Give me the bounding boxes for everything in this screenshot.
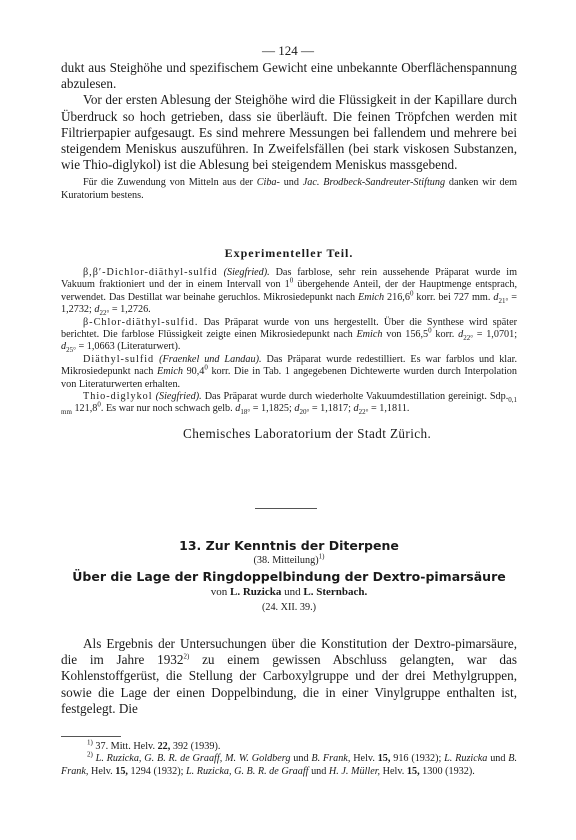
footnote-mark: 2) xyxy=(87,751,93,760)
compound-source: (Fraenkel und Landau). xyxy=(159,353,262,365)
density-temp: 25° xyxy=(66,346,76,355)
entry-text: übergehende Anteil, der der Hauptmenge entsprach, verwendet. Das Destillat war beinahe geruchlos. Mikrosiedepunkt nach xyxy=(61,279,518,303)
ack-und: und xyxy=(283,177,299,189)
entry-text: Das Präparat wurde durch wiederholte Vakuumdestillation gereinigt. Sdp. xyxy=(204,391,509,403)
footnote-text: 392 (1939). xyxy=(172,741,221,752)
entry-text: Das farblose, sehr rein aussehende Präparat wurde im Vakuum fraktioniert und der in einem Intervall von 1 xyxy=(61,267,518,291)
degree-mark: 0 xyxy=(409,289,414,298)
density-symbol: d xyxy=(353,403,359,415)
density-temp: 22° xyxy=(99,309,110,318)
article-date: (24. XII. 39.) xyxy=(261,602,317,613)
body-text: zu einem gewissen Abschluss gelangten, war das Kohlenstoffgerüst, die Stellung der Carboxylgruppe und der drei Methylgruppen, sowie die Lage der einen Doppelbindung, die in einer Vinylgruppe enthalten ist, festgelegt. Die xyxy=(61,652,517,716)
compound-name: Diäthyl-sulfid xyxy=(83,353,155,365)
footnote-journal: Helv. xyxy=(91,765,113,777)
entry-value: 216,6 xyxy=(387,291,410,303)
density-temp: 21° xyxy=(498,296,509,305)
degree-mark: 0 xyxy=(428,326,432,335)
author-ref: Emich xyxy=(356,329,383,341)
intro-section xyxy=(61,60,517,202)
mitteilung-text: (38. Mitteilung) xyxy=(253,555,319,566)
experimental-section xyxy=(61,246,517,442)
footnote-authors: L. Ruzicka, G. B. R. de Graaff xyxy=(185,765,309,777)
footnote-volume: 15, xyxy=(115,765,128,777)
entry-text: Es war nur noch schwach gelb. xyxy=(105,403,233,415)
intro-paragraph-1: dukt aus Steighöhe und spezifischem Gewicht eine unbekannte Oberflächenspannung abzulesen. xyxy=(61,60,517,92)
footnote-1 xyxy=(61,738,517,753)
ack-foundation: Jac. Brodbeck-Sandreuter-Stiftung xyxy=(302,177,446,189)
footnote-text: und xyxy=(293,753,309,765)
entry-text: korr. bei 727 mm. xyxy=(416,291,491,303)
density-value: = 1,1811. xyxy=(370,403,410,415)
and-text: und xyxy=(284,586,301,598)
footnote-ref: 1) xyxy=(318,552,325,561)
footnote-text: 916 (1932); xyxy=(393,753,442,765)
footnote-text: 1294 (1932); xyxy=(130,765,184,777)
density-symbol: d xyxy=(458,329,464,341)
author-ref: Emich xyxy=(156,366,183,378)
footnote-volume: 15, xyxy=(406,765,420,777)
entry-diaethyl xyxy=(61,354,517,391)
density-temp: 22° xyxy=(463,334,473,343)
author-name: L. Sternbach. xyxy=(303,586,368,598)
entry-text: Das Präparat wurde von uns hergestellt. Über die Synthese wird später berichtet. Die farblose Flüssigkeit zeigte einen Mikrosiedepunkt nach xyxy=(61,316,517,341)
pressure-sub: 0,1 mm xyxy=(61,396,518,417)
entry-text: korr. xyxy=(435,329,455,341)
footnote-mark: 1) xyxy=(87,738,93,747)
compound-name: β-Chlor-diäthyl-sulfid. xyxy=(83,316,199,328)
article-body xyxy=(61,636,517,717)
footnote-authors: L. Ruzicka xyxy=(444,753,488,765)
entry-value: 121,8 xyxy=(74,403,98,415)
degree-mark: 0 xyxy=(97,401,101,410)
density-value: = 1,0663 (Literaturwert). xyxy=(78,341,181,353)
footnote-journal: Helv. xyxy=(353,753,375,765)
entry-chlor xyxy=(61,317,517,354)
footnote-rule xyxy=(61,736,121,737)
intro-paragraph-2: Vor der ersten Ablesung der Steighöhe wird die Flüssigkeit in der Kapillare durch Überdruck so hoch getrieben, dass sie überläuft. Die feinen Tröpfchen werden mit Filtrierpapier aufgesaugt. Es sind mehrere Messungen bei fallendem und mehrere bei steigendem Meniskus auszuführen. In Zweifelsfällen (bei stark viskosen Substanzen, wie Thio-diglykol) ist die Ablesung bei steigendem Meniskus massgebend. xyxy=(61,92,517,173)
density-value: = 1,2726. xyxy=(111,304,151,316)
article-mitteilung xyxy=(61,554,517,568)
ack-ciba: Ciba- xyxy=(256,177,280,189)
body-paragraph xyxy=(61,636,517,717)
footnote-text: und xyxy=(490,753,506,765)
density-value: = 1,1825; xyxy=(252,403,292,415)
ack-thanks: danken wir dem Kuratorium bestens. xyxy=(61,177,518,201)
compound-source: (Siegfried). xyxy=(223,267,270,278)
footnote-authors: B. Frank, xyxy=(61,753,518,777)
entry-value: 90,4 xyxy=(186,366,205,378)
degree-mark: 0 xyxy=(204,363,208,372)
density-value: = 1,2732; xyxy=(61,291,517,316)
article-header xyxy=(61,538,517,615)
entry-value: von 156,5 xyxy=(386,329,429,341)
acknowledgement xyxy=(61,177,517,202)
footnote-volume: 22, xyxy=(157,741,171,752)
footnote-2 xyxy=(61,753,517,778)
experimental-heading: Experimenteller Teil. xyxy=(224,246,354,260)
compound-name: β,β′-Dichlor-diäthyl-sulfid xyxy=(83,267,218,278)
density-temp: 22° xyxy=(358,408,369,417)
footnote-authors: H. J. Müller, xyxy=(328,765,381,777)
density-symbol: d xyxy=(493,291,499,303)
density-symbol: d xyxy=(294,403,300,415)
footnote-authors: L. Ruzicka, G. B. R. de Graaff, M. W. Goldberg xyxy=(95,753,291,765)
density-symbol: d xyxy=(235,403,241,415)
footnote-text: und xyxy=(311,765,327,777)
article-subtitle: Über die Lage der Ringdoppelbindung der Dextro-pimarsäure xyxy=(72,569,506,584)
page-number: — 124 — xyxy=(262,43,314,58)
footnote-text: 37. Mitt. Helv. xyxy=(95,741,156,752)
density-value: = 1,1817; xyxy=(311,403,351,415)
compound-name: Thio-diglykol xyxy=(83,391,153,403)
by-text: von xyxy=(210,586,228,598)
footnote-ref: 2) xyxy=(183,652,190,661)
density-symbol: d xyxy=(61,341,67,353)
density-temp: 20° xyxy=(299,408,310,417)
entry-dichlor xyxy=(61,267,517,317)
ack-text: Für die Zuwendung von Mitteln aus der xyxy=(83,177,253,189)
author-name: L. Ruzicka xyxy=(230,586,282,598)
section-divider xyxy=(255,508,317,509)
laboratory-signature: Chemisches Laboratorium der Stadt Zürich. xyxy=(183,425,432,441)
density-symbol: d xyxy=(94,304,100,316)
density-value: = 1,0701; xyxy=(476,329,518,341)
entry-text: korr. Die in Tab. 1 angegebenen Dichtewerte wurden durch Interpolation von Literaturwerten erhalten. xyxy=(61,366,517,390)
footnote-text: 1300 (1932). xyxy=(422,765,475,777)
degree-mark: 0 xyxy=(289,277,294,286)
entry-text: Das Präparat wurde redestilliert. Es war farblos und klar. Mikrosiedepunkt nach xyxy=(61,353,518,378)
footnote-volume: 15, xyxy=(377,753,391,765)
footnotes xyxy=(61,738,518,778)
compound-source: (Siegfried). xyxy=(155,391,202,403)
footnote-journal: Helv. xyxy=(382,765,405,777)
footnote-authors: B. Frank, xyxy=(311,753,351,765)
author-ref: Emich xyxy=(358,291,385,303)
density-temp: 18° xyxy=(240,408,251,417)
entry-thiodiglykol: Thio-diglykol (Siegfried). Das Präparat wurde durch wiederholte Vakuumdestillation gereinigt. $Sdp._{0,1 mm}$ 121,8$^0$. Es war nur noch schwach gelb. $d_{18^\circ} = 1,1825$; $d_{20^\circ} = 1,1817$; $d_{22^\circ} = 1,1811$. xyxy=(61,391,518,417)
article-title: 13. Zur Kenntnis der Diterpene xyxy=(179,538,399,553)
body-text: Als Ergebnis der Untersuchungen über die Konstitution der Dextro-pimarsäure, die im Jahre 1932 xyxy=(61,636,517,668)
article-authors xyxy=(61,585,517,600)
